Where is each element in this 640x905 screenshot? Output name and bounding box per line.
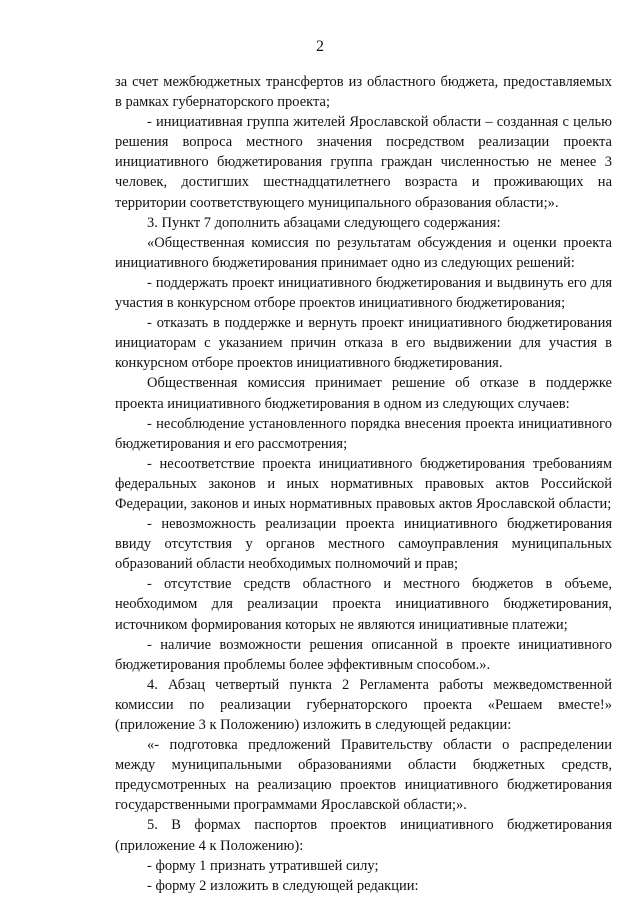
paragraph: 4. Абзац четвертый пункта 2 Регламента работы межведомственной комиссии по реализации губернаторского проекта «Решаем вместе!» (приложение 3 к Положению) изложить в следующей редакции: bbox=[115, 676, 612, 733]
paragraph: 5. В формах паспортов проектов инициативного бюджетирования (приложение 4 к Положению): bbox=[115, 817, 612, 854]
document-body bbox=[115, 72, 612, 896]
paragraph: - отказать в поддержке и вернуть проект инициативного бюджетирования инициаторам с указанием причин отказа в его выдвижении для участия в конкурсном отборе проектов инициативного бюджетирования. bbox=[115, 315, 612, 372]
paragraph: Общественная комиссия принимает решение об отказе в поддержке проекта инициативного бюджетирования в одном из следующих случаев: bbox=[115, 375, 612, 412]
paragraph: - инициативная группа жителей Ярославской области – созданная с целью решения вопроса местного значения посредством реализации проекта инициативного бюджетирования группа граждан численностью не менее 3 человек, достигших шестнадцатилетнего возраста и проживающих на территории соответствующего муниципального образования области;». bbox=[115, 114, 612, 211]
paragraph: за счет межбюджетных трансфертов из областного бюджета, предоставляемых в рамках губернаторского проекта; bbox=[115, 74, 612, 111]
paragraph: - несоблюдение установленного порядка внесения проекта инициативного бюджетирования и его рассмотрения; bbox=[115, 415, 612, 452]
paragraph: «- подготовка предложений Правительству области о распределении между муниципальными образованиями области бюджетных средств, предусмотренных на реализацию проектов инициативного бюджетирования государственными программами Ярославской области;». bbox=[115, 737, 612, 814]
paragraph: - отсутствие средств областного и местного бюджетов в объеме, необходимом для реализации проекта инициативного бюджетирования, источником формирования которых не являются инициативные платежи; bbox=[115, 576, 612, 633]
paragraph: - наличие возможности решения описанной в проекте инициативного бюджетирования проблемы более эффективным способом.». bbox=[115, 636, 612, 673]
paragraph: - невозможность реализации проекта инициативного бюджетирования ввиду отсутствия у органов местного самоуправления муниципальных образований области необходимых полномочий и прав; bbox=[115, 516, 612, 573]
paragraph: «Общественная комиссия по результатам обсуждения и оценки проекта инициативного бюджетирования принимает одно из следующих решений: bbox=[115, 234, 612, 271]
paragraph: - несоответствие проекта инициативного бюджетирования требованиям федеральных законов и иных нормативных правовых актов Российской Федерации, законов и иных нормативных правовых актов Ярославской области; bbox=[115, 455, 612, 512]
paragraph: - форму 2 изложить в следующей редакции: bbox=[147, 877, 419, 894]
paragraph: 3. Пункт 7 дополнить абзацами следующего содержания: bbox=[147, 214, 501, 231]
paragraph: - форму 1 признать утратившей силу; bbox=[147, 857, 379, 874]
paragraph: - поддержать проект инициативного бюджетирования и выдвинуть его для участия в конкурсном отборе проектов инициативного бюджетирования; bbox=[115, 274, 612, 312]
page-number: 2 bbox=[316, 38, 324, 55]
